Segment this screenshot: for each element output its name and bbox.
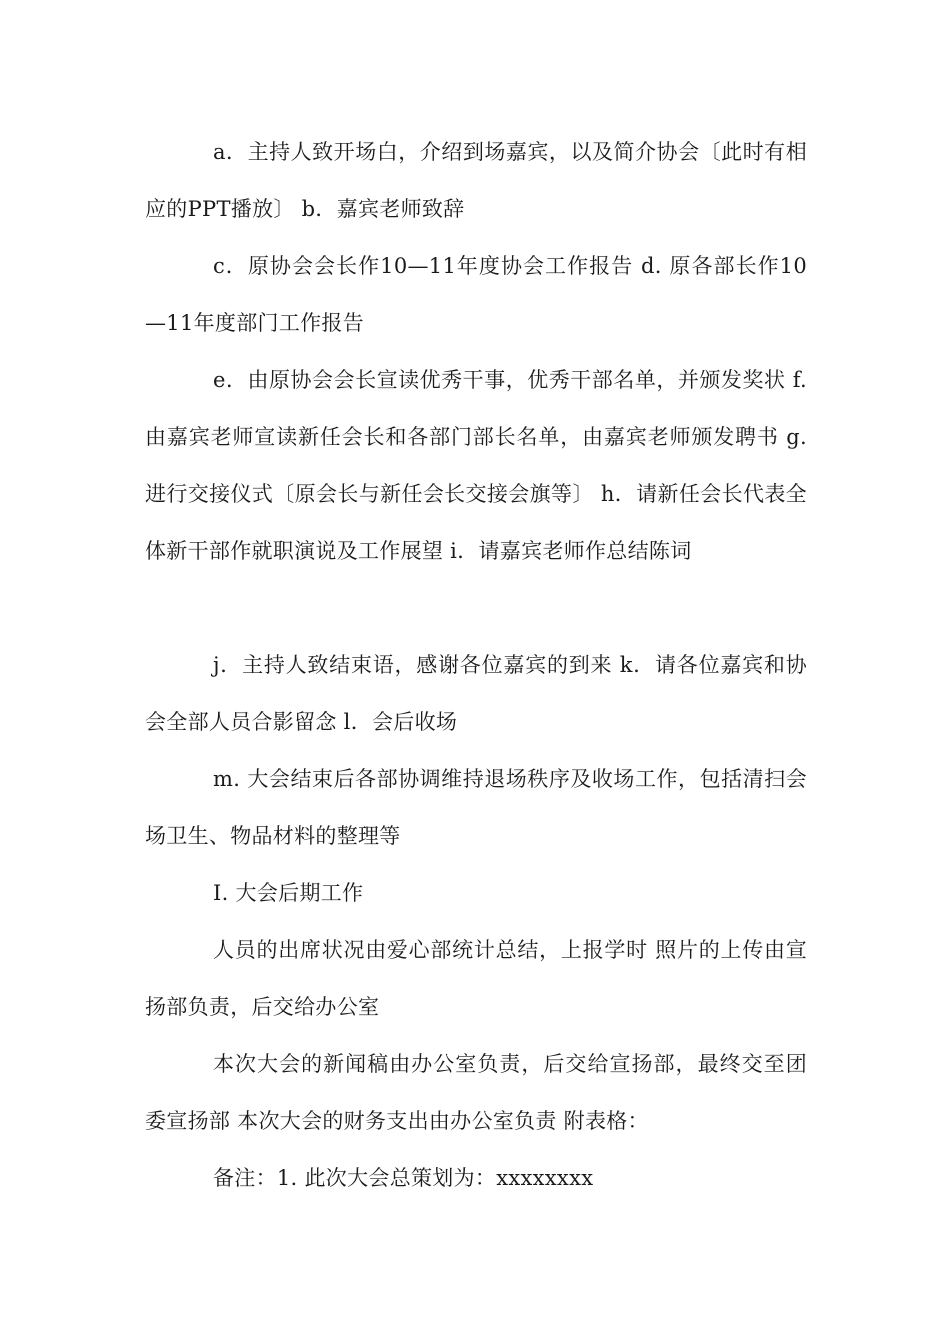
paragraph-cleanup: m. 大会结束后各部协调维持退场秩序及收场工作，包括清扫会场卫生、物品材料的整理等 <box>145 767 807 848</box>
paragraph-news-and-finance: 本次大会的新闻稿由办公室负责，后交给宣扬部，最终交至团委宣扬部 本次大会的财务支出由办公室负责 附表格： <box>145 1052 807 1133</box>
paragraph-work-reports: c．原协会会长作10—11年度协会工作报告 d. 原各部长作10—11年度部门工作报告 <box>145 254 807 335</box>
paragraph-attendance-and-photos: 人员的出席状况由爱心部统计总结，上报学时 照片的上传由宣扬部负责，后交给办公室 <box>145 938 807 1019</box>
paragraph-closing-and-photo: j．主持人致结束语，感谢各位嘉宾的到来 k．请各位嘉宾和协会全部人员合影留念 l．会后收场 <box>145 653 807 734</box>
section-heading-post-meeting: I. 大会后期工作 <box>213 881 364 905</box>
paragraph-awards-and-handover: e．由原协会会长宣读优秀干事，优秀干部名单，并颁发奖状 f. 由嘉宾老师宣读新任会长和各部门部长名单，由嘉宾老师颁发聘书 g. 进行交接仪式〔原会长与新任会长交接会旗等〕 h．请新任会长代表全体新干部作就职演说及工作展望 i．请嘉宾老师作总结陈词 <box>145 368 807 563</box>
paragraph-opening-and-guest-speech: a．主持人致开场白，介绍到场嘉宾，以及简介协会〔此时有相应的PPT播放〕 b．嘉宾老师致辞 <box>145 140 807 221</box>
paragraph-notes: 备注：1. 此次大会总策划为：xxxxxxxx <box>213 1166 594 1190</box>
